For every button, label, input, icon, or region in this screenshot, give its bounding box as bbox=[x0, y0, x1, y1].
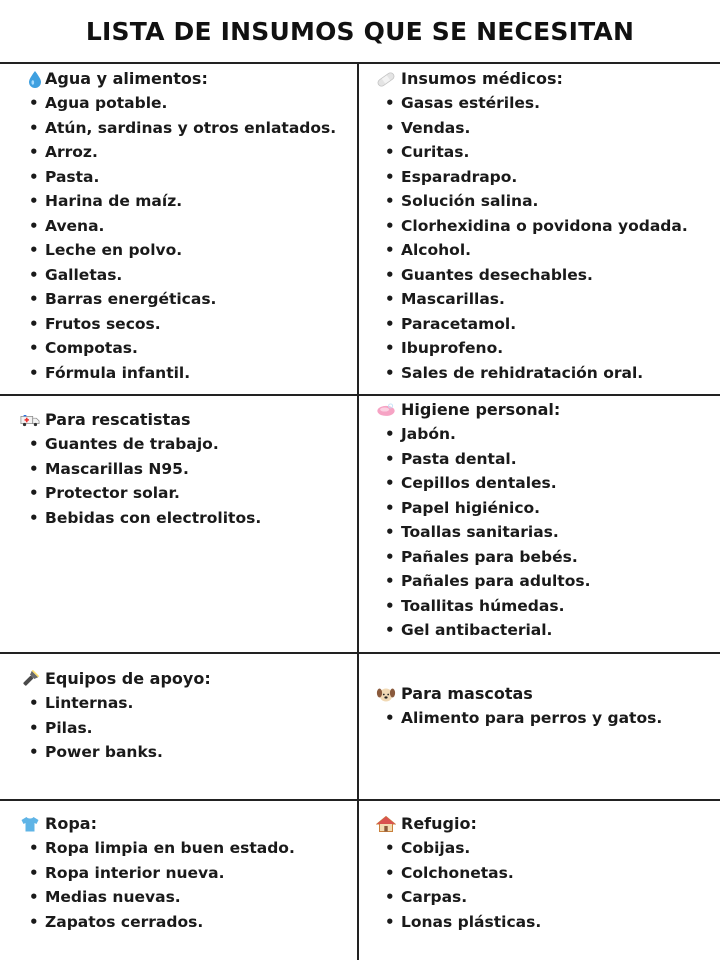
section-refugio bbox=[359, 801, 720, 960]
section-title: Agua y alimentos: bbox=[45, 69, 208, 88]
list-item: • Clorhexidina o povidona yodada. bbox=[401, 214, 720, 239]
flashlight-icon bbox=[20, 670, 40, 688]
grid-row bbox=[0, 654, 720, 801]
list-item: • Fórmula infantil. bbox=[45, 361, 357, 386]
section-heading bbox=[45, 667, 357, 691]
section-heading bbox=[45, 67, 357, 91]
list-item: • Linternas. bbox=[45, 691, 357, 716]
section-title: Insumos médicos: bbox=[401, 69, 563, 88]
list-item: • Carpas. bbox=[401, 885, 720, 910]
list-item: • Cobijas. bbox=[401, 836, 720, 861]
list-item: • Leche en polvo. bbox=[45, 238, 357, 263]
list-item: • Mascarillas. bbox=[401, 287, 720, 312]
t-shirt-icon bbox=[20, 815, 40, 833]
item-list bbox=[45, 836, 357, 934]
list-item: • Alcohol. bbox=[401, 238, 720, 263]
list-item: • Guantes de trabajo. bbox=[45, 432, 357, 457]
list-item: • Ropa limpia en buen estado. bbox=[45, 836, 357, 861]
section-heading bbox=[401, 67, 720, 91]
section-title: Higiene personal: bbox=[401, 400, 561, 419]
section-title: Refugio: bbox=[401, 814, 477, 833]
list-item: • Pilas. bbox=[45, 716, 357, 741]
grid-row bbox=[0, 801, 720, 960]
item-list bbox=[401, 706, 720, 731]
list-item: • Bebidas con electrolitos. bbox=[45, 506, 357, 531]
list-item: • Pasta dental. bbox=[401, 447, 720, 472]
list-item: • Harina de maíz. bbox=[45, 189, 357, 214]
supplies-grid bbox=[0, 62, 720, 958]
list-item: • Ibuprofeno. bbox=[401, 336, 720, 361]
item-list bbox=[401, 422, 720, 643]
list-item: • Gel antibacterial. bbox=[401, 618, 720, 643]
list-item: • Power banks. bbox=[45, 740, 357, 765]
item-list bbox=[401, 91, 720, 385]
list-item: • Toallas sanitarias. bbox=[401, 520, 720, 545]
grid-row bbox=[0, 396, 720, 654]
list-item: • Arroz. bbox=[45, 140, 357, 165]
list-item: • Compotas. bbox=[45, 336, 357, 361]
section-para-rescatistas bbox=[0, 396, 359, 652]
list-item: • Guantes desechables. bbox=[401, 263, 720, 288]
section-higiene-personal bbox=[359, 396, 720, 652]
dog-face-icon bbox=[376, 685, 396, 703]
section-heading bbox=[401, 812, 720, 836]
section-para-mascotas bbox=[359, 654, 720, 799]
section-heading bbox=[45, 812, 357, 836]
list-item: • Alimento para perros y gatos. bbox=[401, 706, 720, 731]
list-item: • Cepillos dentales. bbox=[401, 471, 720, 496]
section-agua-alimentos bbox=[0, 64, 359, 394]
list-item: • Jabón. bbox=[401, 422, 720, 447]
item-list bbox=[45, 91, 357, 385]
list-item: • Avena. bbox=[45, 214, 357, 239]
list-item: • Sales de rehidratación oral. bbox=[401, 361, 720, 386]
section-equipos-de-apoyo bbox=[0, 654, 359, 799]
list-item: • Pañales para adultos. bbox=[401, 569, 720, 594]
list-item: • Agua potable. bbox=[45, 91, 357, 116]
ambulance-icon bbox=[20, 411, 40, 429]
list-item: • Mascarillas N95. bbox=[45, 457, 357, 482]
page-title: LISTA DE INSUMOS QUE SE NECESITAN bbox=[85, 16, 635, 46]
list-item: • Toallitas húmedas. bbox=[401, 594, 720, 619]
section-heading bbox=[401, 398, 720, 422]
water-drop-icon bbox=[25, 70, 45, 88]
section-title: Para rescatistas bbox=[45, 410, 191, 429]
section-title: Para mascotas bbox=[401, 684, 533, 703]
section-title: Ropa: bbox=[45, 814, 97, 833]
section-heading bbox=[45, 408, 357, 432]
bandage-icon bbox=[376, 70, 396, 88]
list-item: • Frutos secos. bbox=[45, 312, 357, 337]
list-item: • Vendas. bbox=[401, 116, 720, 141]
list-item: • Ropa interior nueva. bbox=[45, 861, 357, 886]
list-item: • Galletas. bbox=[45, 263, 357, 288]
item-list bbox=[45, 691, 357, 765]
list-item: • Atún, sardinas y otros enlatados. bbox=[45, 116, 357, 141]
list-item: • Protector solar. bbox=[45, 481, 357, 506]
grid-row bbox=[0, 64, 720, 396]
list-item: • Gasas estériles. bbox=[401, 91, 720, 116]
list-item: • Colchonetas. bbox=[401, 861, 720, 886]
house-icon bbox=[376, 815, 396, 833]
section-ropa bbox=[0, 801, 359, 960]
list-item: • Esparadrapo. bbox=[401, 165, 720, 190]
list-item: • Paracetamol. bbox=[401, 312, 720, 337]
list-item: • Barras energéticas. bbox=[45, 287, 357, 312]
list-item: • Solución salina. bbox=[401, 189, 720, 214]
list-item: • Pañales para bebés. bbox=[401, 545, 720, 570]
list-item: • Lonas plásticas. bbox=[401, 910, 720, 935]
list-item: • Curitas. bbox=[401, 140, 720, 165]
section-insumos-medicos bbox=[359, 64, 720, 394]
list-item: • Papel higiénico. bbox=[401, 496, 720, 521]
list-item: • Pasta. bbox=[45, 165, 357, 190]
list-item: • Zapatos cerrados. bbox=[45, 910, 357, 935]
section-heading bbox=[401, 682, 720, 706]
soap-icon bbox=[376, 401, 396, 419]
list-item: • Medias nuevas. bbox=[45, 885, 357, 910]
item-list bbox=[401, 836, 720, 934]
item-list bbox=[45, 432, 357, 530]
section-title: Equipos de apoyo: bbox=[45, 669, 211, 688]
